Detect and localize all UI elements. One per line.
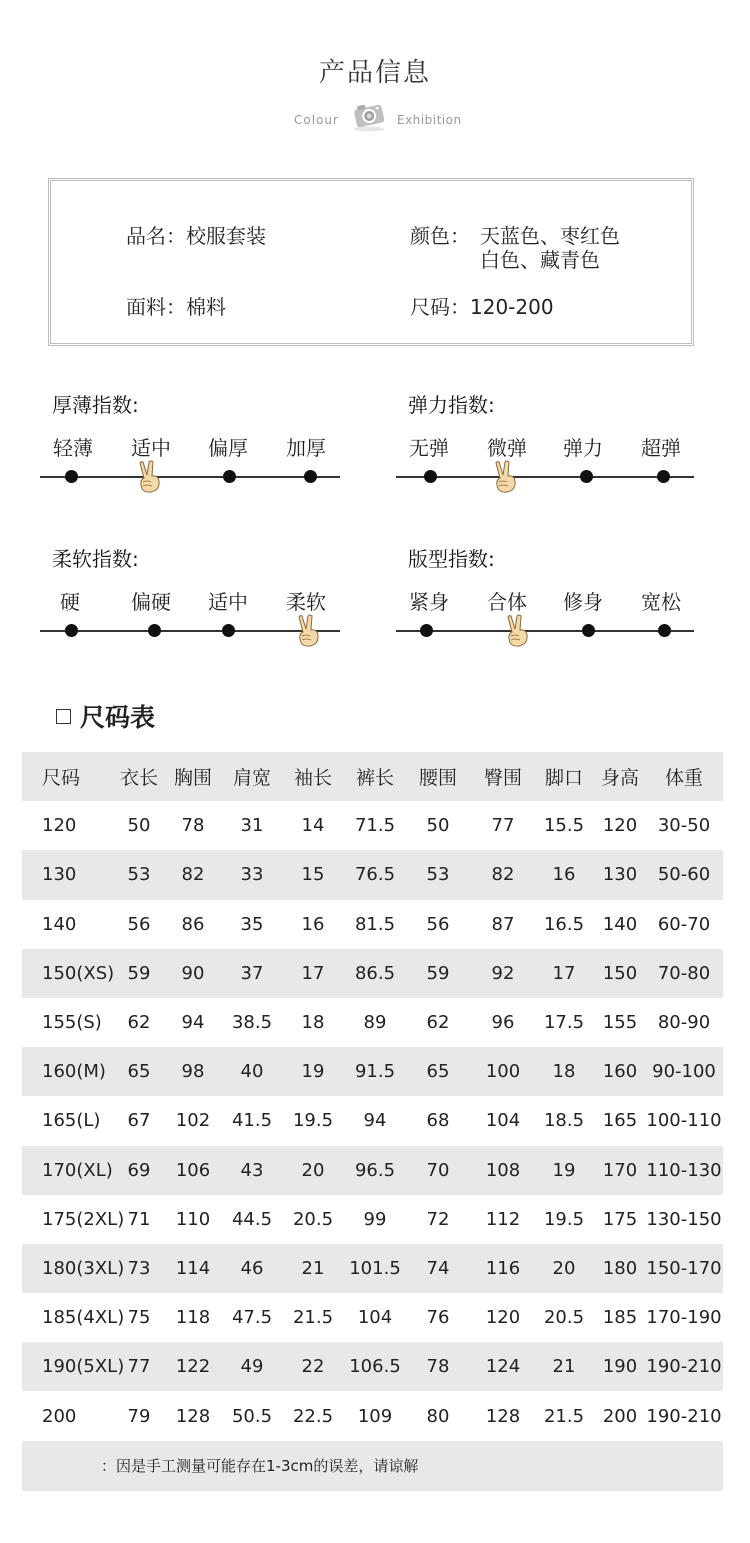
- table-cell: 185(4XL): [42, 1307, 125, 1329]
- index-level-label: 适中: [131, 436, 171, 460]
- table-cell: 116: [485, 1257, 521, 1279]
- table-cell: 65: [426, 1061, 450, 1083]
- index-dot: [65, 470, 78, 483]
- size-range-label: 尺码：: [410, 295, 470, 319]
- table-cell: 190-210: [646, 1356, 722, 1378]
- table-cell: 70: [426, 1159, 450, 1181]
- column-header: 身高: [600, 767, 640, 790]
- table-cell: 77: [491, 815, 515, 837]
- table-cell: 71: [127, 1208, 151, 1230]
- table-cell: 101.5: [349, 1257, 401, 1279]
- index-level-label: 合体: [487, 590, 527, 614]
- table-cell: 140: [602, 913, 638, 935]
- index-dot: [222, 624, 235, 637]
- table-row: [22, 1342, 723, 1391]
- table-cell: 33: [240, 864, 264, 886]
- table-cell: 87: [491, 913, 515, 935]
- table-cell: 94: [181, 1012, 205, 1034]
- table-cell: 50: [426, 815, 450, 837]
- table-cell: 18: [552, 1061, 576, 1083]
- table-row: [22, 949, 723, 998]
- table-row: [22, 1195, 723, 1244]
- table-cell: 120: [602, 815, 638, 837]
- table-cell: 70-80: [657, 962, 711, 984]
- table-cell: 21.5: [292, 1307, 334, 1329]
- table-cell: 75: [127, 1307, 151, 1329]
- table-cell: 16.5: [543, 913, 585, 935]
- table-cell: 96: [491, 1012, 515, 1034]
- table-cell: 43: [240, 1159, 264, 1181]
- table-cell: 30-50: [657, 815, 711, 837]
- index-level-label: 无弹: [409, 436, 449, 460]
- table-cell: 128: [175, 1405, 211, 1427]
- table-cell: 92: [491, 962, 515, 984]
- column-header: 腰围: [418, 767, 458, 790]
- table-cell: 170-190: [646, 1307, 722, 1329]
- table-cell: 99: [363, 1208, 387, 1230]
- subtitle-exhibition: Exhibition: [397, 113, 462, 127]
- table-cell: 150: [602, 962, 638, 984]
- table-cell: 150(XS): [42, 962, 115, 984]
- table-cell: 160: [602, 1061, 638, 1083]
- table-row: [22, 1244, 723, 1293]
- table-cell: 118: [175, 1307, 211, 1329]
- table-cell: 21.5: [543, 1405, 585, 1427]
- victory-hand-icon: [490, 460, 520, 494]
- index-level-label: 偏厚: [208, 436, 248, 460]
- table-cell: 49: [240, 1356, 264, 1378]
- table-cell: 180: [602, 1257, 638, 1279]
- table-cell: 21: [301, 1257, 325, 1279]
- table-cell: 175(2XL): [42, 1208, 125, 1230]
- table-cell: 165(L): [42, 1110, 101, 1132]
- index-dot: [304, 470, 317, 483]
- size-range-value: 120-200: [470, 295, 554, 319]
- table-cell: 38.5: [231, 1012, 273, 1034]
- column-header: 裤长: [355, 767, 395, 790]
- table-cell: 21: [552, 1356, 576, 1378]
- subtitle-colour: Colour: [294, 113, 339, 127]
- table-cell: 62: [426, 1012, 450, 1034]
- table-cell: 170: [602, 1159, 638, 1181]
- table-cell: 160(M): [42, 1061, 106, 1083]
- table-cell: 31: [240, 815, 264, 837]
- table-cell: 35: [240, 913, 264, 935]
- table-cell: 44.5: [231, 1208, 273, 1230]
- index-dot: [582, 624, 595, 637]
- fabric-row: [126, 295, 226, 319]
- table-cell: 155: [602, 1012, 638, 1034]
- table-cell: 60-70: [657, 913, 711, 935]
- table-cell: 20.5: [543, 1307, 585, 1329]
- table-cell: 19: [301, 1061, 325, 1083]
- index-title: 厚薄指数:: [52, 393, 139, 417]
- table-cell: 47.5: [231, 1307, 273, 1329]
- table-cell: 190(5XL): [42, 1356, 125, 1378]
- table-cell: 175: [602, 1208, 638, 1230]
- column-header: 袖长: [293, 767, 333, 790]
- index-scale-line: [40, 476, 340, 478]
- table-cell: 112: [485, 1208, 521, 1230]
- table-cell: 17: [552, 962, 576, 984]
- table-cell: 59: [426, 962, 450, 984]
- table-row: [22, 801, 723, 850]
- table-cell: 190: [602, 1356, 638, 1378]
- table-cell: 69: [127, 1159, 151, 1181]
- table-cell: 80-90: [657, 1012, 711, 1034]
- table-cell: 73: [127, 1257, 151, 1279]
- table-cell: 19: [552, 1159, 576, 1181]
- table-cell: 14: [301, 815, 325, 837]
- index-level-label: 宽松: [641, 590, 681, 614]
- table-cell: 68: [426, 1110, 450, 1132]
- table-cell: 110: [175, 1208, 211, 1230]
- index-level-label: 偏硬: [131, 590, 171, 614]
- table-cell: 130-150: [646, 1208, 722, 1230]
- table-cell: 98: [181, 1061, 205, 1083]
- index-level-label: 弹力: [563, 436, 603, 460]
- table-cell: 53: [426, 864, 450, 886]
- column-header: 尺码: [42, 767, 81, 790]
- table-cell: 128: [485, 1405, 521, 1427]
- table-cell: 20: [552, 1257, 576, 1279]
- table-cell: 62: [127, 1012, 151, 1034]
- table-cell: 108: [485, 1159, 521, 1181]
- index-level-label: 硬: [60, 590, 80, 614]
- index-dot: [657, 470, 670, 483]
- table-cell: 100: [485, 1061, 521, 1083]
- table-cell: 165: [602, 1110, 638, 1132]
- table-row: [22, 850, 723, 899]
- table-cell: 102: [175, 1110, 211, 1132]
- index-level-label: 柔软: [286, 590, 326, 614]
- table-cell: 96.5: [354, 1159, 396, 1181]
- table-row: [22, 1096, 723, 1145]
- table-cell: 78: [181, 815, 205, 837]
- table-cell: 130: [42, 864, 77, 886]
- size-table-body: [22, 752, 723, 1441]
- table-cell: 19.5: [292, 1110, 334, 1132]
- index-title: 柔软指数:: [52, 547, 139, 571]
- table-cell: 106: [175, 1159, 211, 1181]
- table-cell: 120: [485, 1307, 521, 1329]
- table-cell: 50-60: [657, 864, 711, 886]
- index-dot: [65, 624, 78, 637]
- table-cell: 17.5: [543, 1012, 585, 1034]
- table-row: [22, 1146, 723, 1195]
- table-row: [22, 900, 723, 949]
- table-cell: 18.5: [543, 1110, 585, 1132]
- table-cell: 124: [485, 1356, 521, 1378]
- index-dot: [148, 624, 161, 637]
- table-cell: 170(XL): [42, 1159, 113, 1181]
- victory-hand-icon: [502, 614, 532, 648]
- table-cell: 155(S): [42, 1012, 102, 1034]
- table-cell: 20.5: [292, 1208, 334, 1230]
- index-level-label: 紧身: [409, 590, 449, 614]
- index-dot: [223, 470, 236, 483]
- column-header: 体重: [664, 767, 704, 790]
- table-cell: 76.5: [354, 864, 396, 886]
- product-name-row: [126, 224, 266, 248]
- table-cell: 56: [426, 913, 450, 935]
- table-cell: 15.5: [543, 815, 585, 837]
- table-row: [22, 998, 723, 1047]
- index-level-label: 适中: [208, 590, 248, 614]
- column-header: 脚口: [544, 767, 584, 790]
- index-title: 弹力指数:: [408, 393, 495, 417]
- victory-hand-icon: [134, 460, 164, 494]
- table-cell: 71.5: [354, 815, 396, 837]
- table-cell: 59: [127, 962, 151, 984]
- footnote-text: ：因是手工测量可能存在1-3cm的误差，请谅解: [101, 1457, 419, 1476]
- table-cell: 50: [127, 815, 151, 837]
- table-cell: 82: [491, 864, 515, 886]
- index-scale-line: [396, 476, 694, 478]
- table-cell: 16: [301, 913, 325, 935]
- table-cell: 130: [602, 864, 638, 886]
- column-header: 臀围: [483, 767, 523, 790]
- table-cell: 53: [127, 864, 151, 886]
- size-range-row: [410, 295, 554, 319]
- victory-hand-icon: [293, 614, 323, 648]
- table-cell: 37: [240, 962, 264, 984]
- table-cell: 72: [426, 1208, 450, 1230]
- color-value-line-1: 天蓝色、枣红色: [480, 224, 620, 248]
- table-cell: 18: [301, 1012, 325, 1034]
- table-cell: 94: [363, 1110, 387, 1132]
- table-cell: 114: [175, 1257, 211, 1279]
- table-cell: 74: [426, 1257, 450, 1279]
- table-row: [22, 1391, 723, 1440]
- table-cell: 86: [181, 913, 205, 935]
- table-cell: 90-100: [652, 1061, 716, 1083]
- camera-icon: [350, 100, 388, 132]
- table-cell: 180(3XL): [42, 1257, 125, 1279]
- table-cell: 17: [301, 962, 325, 984]
- table-cell: 76: [426, 1307, 450, 1329]
- color-value-line-2: 白色、藏青色: [480, 248, 600, 272]
- size-table-title: [56, 698, 155, 734]
- table-cell: 77: [127, 1356, 151, 1378]
- table-cell: 200: [602, 1405, 638, 1427]
- index-dot: [658, 624, 671, 637]
- table-cell: 67: [127, 1110, 151, 1132]
- table-cell: 16: [552, 864, 576, 886]
- column-header: 胸围: [173, 767, 213, 790]
- table-cell: 56: [127, 913, 151, 935]
- index-level-label: 微弹: [487, 436, 527, 460]
- product-name-value: 校服套装: [186, 224, 266, 248]
- table-cell: 46: [240, 1257, 264, 1279]
- index-dot: [424, 470, 437, 483]
- table-cell: 19.5: [543, 1208, 585, 1230]
- table-cell: 15: [301, 864, 325, 886]
- table-cell: 104: [485, 1110, 521, 1132]
- size-table-title-text: 尺码表: [80, 703, 156, 732]
- table-cell: 150-170: [646, 1257, 722, 1279]
- table-cell: 80: [426, 1405, 450, 1427]
- product-name-label: 品名：: [126, 224, 186, 248]
- table-cell: 185: [602, 1307, 638, 1329]
- table-cell: 110-130: [646, 1159, 722, 1181]
- table-cell: 140: [42, 913, 77, 935]
- color-label: 颜色：: [410, 224, 470, 248]
- table-cell: 79: [127, 1405, 151, 1427]
- table-cell: 90: [181, 962, 205, 984]
- index-level-label: 修身: [563, 590, 603, 614]
- size-table: [22, 752, 723, 1491]
- table-cell: 20: [301, 1159, 325, 1181]
- table-cell: 122: [175, 1356, 211, 1378]
- table-cell: 91.5: [354, 1061, 396, 1083]
- table-cell: 120: [42, 815, 77, 837]
- table-cell: 40: [240, 1061, 264, 1083]
- table-cell: 41.5: [231, 1110, 273, 1132]
- index-level-label: 超弹: [641, 436, 681, 460]
- table-cell: 82: [181, 864, 205, 886]
- fabric-label: 面料：: [126, 295, 186, 319]
- index-title: 版型指数:: [408, 547, 495, 571]
- table-cell: 200: [42, 1405, 77, 1427]
- table-cell: 78: [426, 1356, 450, 1378]
- table-cell: 65: [127, 1061, 151, 1083]
- index-scale-line: [396, 630, 694, 632]
- table-cell: 89: [363, 1012, 387, 1034]
- index-level-label: 轻薄: [53, 436, 93, 460]
- table-cell: 106.5: [349, 1356, 401, 1378]
- index-dot: [580, 470, 593, 483]
- table-header-row: [22, 752, 723, 801]
- table-cell: 109: [357, 1405, 393, 1427]
- page-title: 产品信息: [318, 58, 431, 88]
- fabric-value: 棉料: [186, 295, 226, 319]
- square-icon: [56, 709, 71, 724]
- table-row: [22, 1293, 723, 1342]
- table-cell: 50.5: [231, 1405, 273, 1427]
- table-cell: 100-110: [646, 1110, 722, 1132]
- table-cell: 81.5: [354, 913, 396, 935]
- table-cell: 104: [357, 1307, 393, 1329]
- footnote-row: [22, 1441, 723, 1491]
- column-header: 衣长: [119, 767, 159, 790]
- index-level-label: 加厚: [286, 436, 326, 460]
- index-dot: [420, 624, 433, 637]
- table-cell: 86.5: [354, 962, 396, 984]
- table-cell: 190-210: [646, 1405, 722, 1427]
- table-cell: 22: [301, 1356, 325, 1378]
- table-row: [22, 1047, 723, 1096]
- table-cell: 22.5: [292, 1405, 334, 1427]
- column-header: 肩宽: [232, 767, 272, 790]
